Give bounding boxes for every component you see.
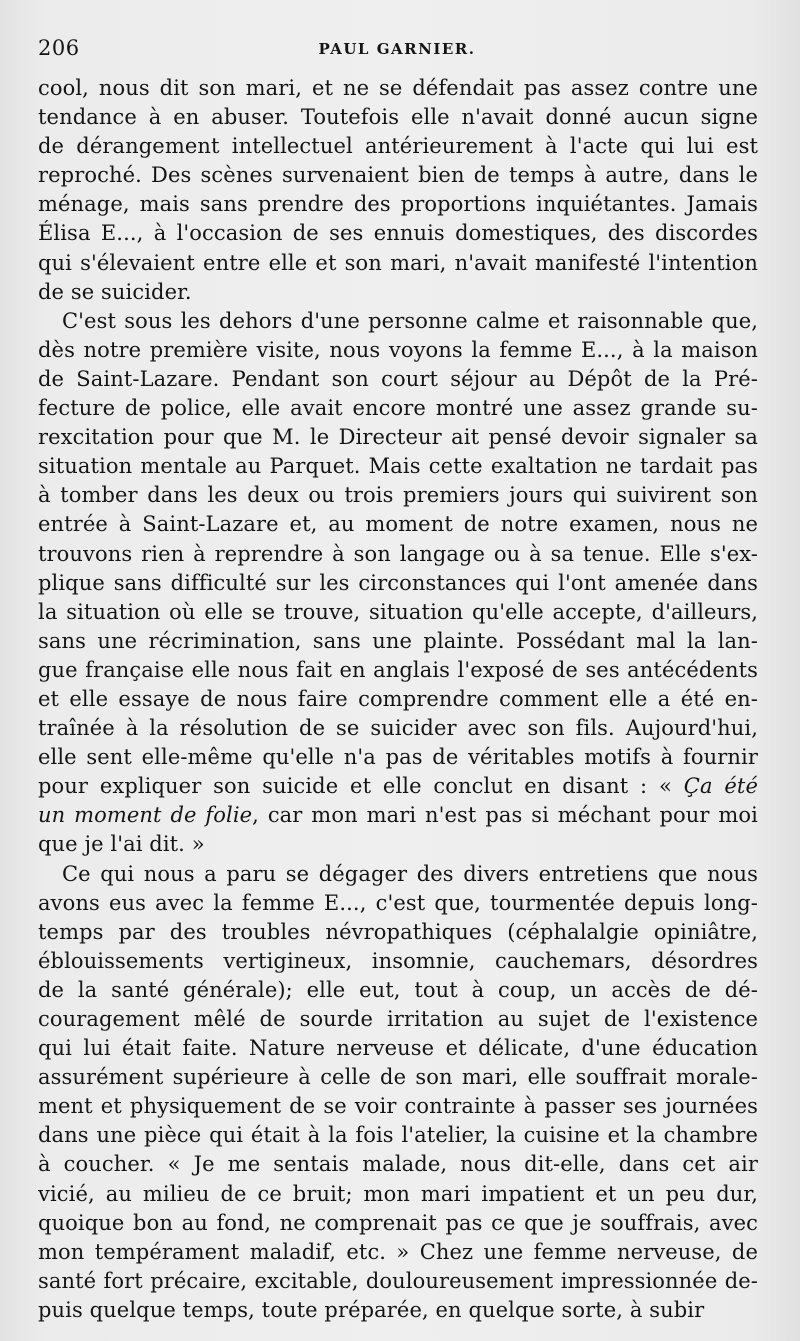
text-line: de se suicider. [38,279,192,304]
text-line: assurément supérieure à celle de son mari, elle souffrait morale- [38,1065,758,1090]
running-head [38,36,756,64]
text-line: qui lui était faite. Nature nerveuse et délicate, d'une éducation [38,1036,758,1061]
paragraph [38,307,758,860]
text-line: de Saint-Lazare. Pendant son court séjour au Dépôt de la Pré- [38,366,758,391]
text-line: qui s'élevaient entre elle et son mari, n'avait manifesté l'intention [38,250,758,275]
text-line: entrée à Saint-Lazare et, au moment de notre examen, nous ne [38,512,758,537]
text-line: Ce qui nous a paru se dégager des divers entretiens que nous [62,861,758,886]
text-line: vicié, au milieu de ce bruit; mon mari impatient et un peu dur, [38,1181,758,1206]
text-line: couragement mêlé de sourde irritation au sujet de l'existence [38,1007,758,1031]
running-title: PAUL GARNIER. [318,40,476,58]
text-line: cool, nous dit son mari, et ne se défendait pas assez contre une [38,76,758,100]
text-line: fecture de police, elle avait encore montré une assez grande su- [38,396,758,421]
text-line: un moment de folie, car mon mari n'est pas si méchant pour moi [38,803,758,828]
text-line: traînée à la résolution de se suicider avec son fils. Aujourd'hui, [38,716,758,741]
text-line: et elle essaye de nous faire comprendre comment elle a été en- [38,686,758,711]
page-number: 206 [38,36,80,60]
text-line: Élisa E..., à l'occasion de ses ennuis domestiques, des discordes [38,221,758,246]
paragraph [38,860,758,1326]
body-text [38,74,758,1325]
text-line: situation mentale au Parquet. Mais cette exaltation ne tardait pas [38,454,758,479]
text-line: dès notre première visite, nous voyons la femme E..., à la maison [38,337,758,362]
text-line: rexcitation pour que M. le Directeur ait pensé devoir signaler sa [38,425,758,450]
text-line: sans une récrimination, sans une plainte. Possédant mal la lan- [38,628,758,653]
text-line: gue française elle nous fait en anglais l'exposé de ses antécédents [38,657,758,682]
text-line: C'est sous les dehors d'une personne calme et raisonnable que, [62,308,758,333]
paragraph [38,74,758,307]
text-line: que je l'ai dit. » [38,832,205,857]
text-line: puis quelque temps, toute préparée, en quelque sorte, à subir [38,1297,705,1322]
text-line: reproché. Des scènes survenaient bien de temps à autre, dans le [38,163,758,188]
text-line: avons eus avec la femme E..., c'est que, tourmentée depuis long- [38,890,758,915]
text-line: mon tempérament maladif, etc. » Chez une femme nerveuse, de [38,1239,758,1264]
text-line: plique sans difficulté sur les circonstances qui l'ont amenée dans [38,570,758,595]
text-line: à tomber dans les deux ou trois premiers jours qui suivirent son [38,483,758,508]
text-line: tendance à en abuser. Toutefois elle n'avait donné aucun signe [38,105,758,130]
text-line: la situation où elle se trouve, situation qu'elle accepte, d'ailleurs, [38,599,758,624]
text-line: de dérangement intellectuel antérieurement à l'acte qui lui est [38,134,758,159]
text-line: quoique bon au fond, ne comprenait pas ce que je souffrais, avec [38,1210,758,1235]
text-line: elle sent elle-même qu'elle n'a pas de véritables motifs à fournir [38,745,758,770]
text-line: temps par des troubles névropathiques (céphalalgie opiniâtre, [38,919,758,944]
text-line: de la santé générale); elle eut, tout à coup, un accès de dé- [38,977,758,1002]
text-line: éblouissements vertigineux, insomnie, cauchemars, désordres [38,948,758,973]
text-line: dans une pièce qui était à la fois l'atelier, la cuisine et la chambre [38,1123,758,1148]
text-line: trouvons rien à reprendre à son langage ou à sa tenue. Elle s'ex- [38,541,758,566]
text-line: pour expliquer son suicide et elle conclut en disant : « Ça été [38,774,758,799]
text-line: à coucher. « Je me sentais malade, nous dit-elle, dans cet air [38,1152,758,1177]
text-line: ménage, mais sans prendre des proportions inquiétantes. Jamais [38,192,758,217]
text-line: santé fort précaire, excitable, douloureusement impressionnée de- [38,1268,758,1293]
text-line: ment et physiquement de se voir contrainte à passer ses journées [38,1094,758,1119]
